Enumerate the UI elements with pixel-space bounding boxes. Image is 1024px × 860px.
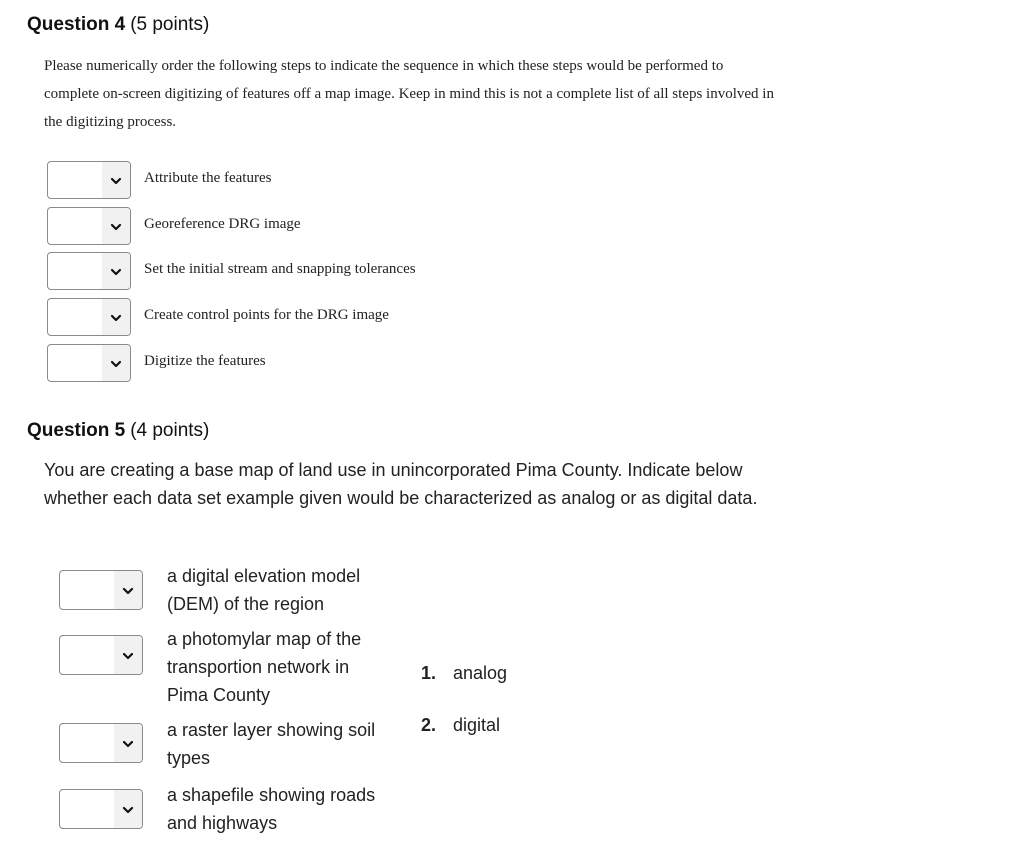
- chevron-down-icon: [110, 266, 122, 278]
- select-arrow[interactable]: [114, 571, 142, 609]
- select-arrow[interactable]: [102, 299, 130, 335]
- select-arrow[interactable]: [114, 636, 142, 674]
- q5-item-select-1[interactable]: [59, 570, 143, 610]
- q4-order-select-3[interactable]: [47, 252, 131, 290]
- question-4-title: [27, 14, 209, 36]
- select-value: [60, 790, 116, 826]
- select-arrow[interactable]: [114, 790, 142, 828]
- question-5-number: Question 5: [27, 420, 126, 441]
- select-value: [48, 253, 104, 289]
- q4-item-label: Georeference DRG image: [144, 216, 301, 232]
- q5-select-box[interactable]: [59, 789, 143, 829]
- chevron-down-icon: [122, 738, 134, 750]
- select-arrow[interactable]: [102, 162, 130, 198]
- select-arrow[interactable]: [114, 724, 142, 762]
- q5-select-box[interactable]: [59, 723, 143, 763]
- select-value: [48, 345, 104, 381]
- q4-order-select-1[interactable]: [47, 161, 131, 199]
- select-value: [48, 208, 104, 244]
- select-arrow[interactable]: [102, 345, 130, 381]
- select-value: [60, 724, 116, 760]
- chevron-down-icon: [122, 650, 134, 662]
- answer-option-number: 2.: [421, 715, 437, 735]
- question-4-prompt: Please numerically order the following steps to indicate the sequence in which these steps would be performed to complete on-screen digitizing of features off a map image. Keep in mind this is not a complete list of all steps involved in the digitizing process.: [44, 58, 774, 130]
- q5-item-label: a shapefile showing roads and highways: [167, 785, 376, 833]
- q4-item-label: Digitize the features: [144, 353, 266, 369]
- select-value: [48, 299, 104, 335]
- select-value: [60, 636, 116, 672]
- answer-option: [421, 715, 500, 736]
- select-arrow[interactable]: [102, 253, 130, 289]
- chevron-down-icon: [110, 312, 122, 324]
- q4-order-select-2[interactable]: [47, 207, 131, 245]
- question-5-points: (4 points): [130, 420, 210, 441]
- q4-item-label: Attribute the features: [144, 170, 272, 186]
- q4-item: [47, 161, 647, 201]
- question-4-number: Question 4: [27, 14, 126, 35]
- select-value: [60, 571, 116, 607]
- q4-item: [47, 344, 647, 384]
- answer-option-text: digital: [453, 715, 501, 735]
- q5-select-box[interactable]: [59, 570, 143, 610]
- q4-item-label: Set the initial stream and snapping tolerances: [144, 261, 416, 277]
- q4-item: [47, 298, 647, 338]
- q4-order-select-4[interactable]: [47, 298, 131, 336]
- answer-option: [421, 663, 507, 684]
- q4-order-select-5[interactable]: [47, 344, 131, 382]
- select-arrow[interactable]: [102, 208, 130, 244]
- chevron-down-icon: [110, 221, 122, 233]
- question-4-points: (5 points): [130, 14, 210, 35]
- question-5-title: [27, 420, 209, 442]
- q5-item-label: a photomylar map of the transportion network in Pima County: [167, 629, 362, 705]
- chevron-down-icon: [122, 804, 134, 816]
- q5-item-select-2[interactable]: [59, 635, 143, 675]
- q5-select-box[interactable]: [59, 635, 143, 675]
- chevron-down-icon: [110, 358, 122, 370]
- q5-item-select-4[interactable]: [59, 789, 143, 829]
- q4-item: [47, 252, 647, 292]
- q4-item: [47, 207, 647, 247]
- q5-item-select-3[interactable]: [59, 723, 143, 763]
- chevron-down-icon: [122, 585, 134, 597]
- q5-item-label: a raster layer showing soil types: [167, 720, 376, 768]
- q4-item-label: Create control points for the DRG image: [144, 307, 389, 323]
- select-value: [48, 162, 104, 198]
- chevron-down-icon: [110, 175, 122, 187]
- q5-item-label: a digital elevation model (DEM) of the region: [167, 566, 361, 614]
- question-5-prompt: You are creating a base map of land use in unincorporated Pima County. Indicate below whether each data set example given would be characterized as analog or as digital data.: [44, 460, 758, 508]
- answer-option-number: 1.: [421, 663, 437, 683]
- answer-option-text: analog: [453, 663, 508, 683]
